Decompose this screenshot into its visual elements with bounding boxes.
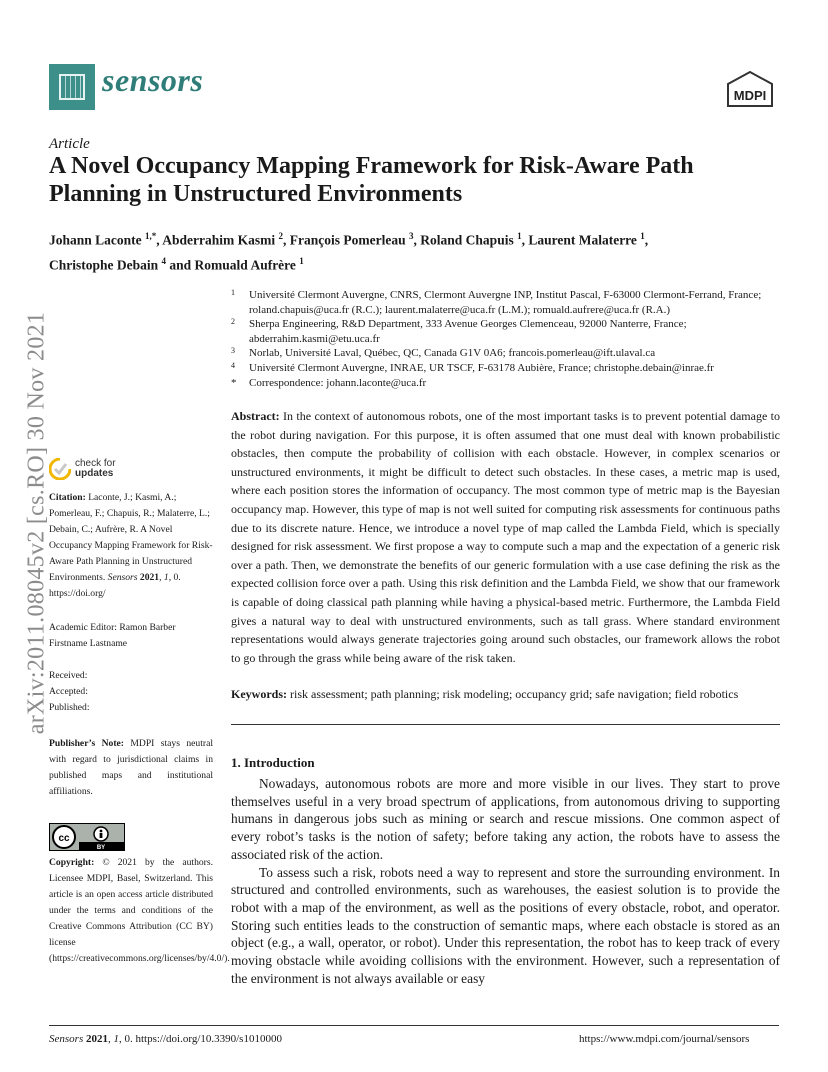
journal-logo-icon	[49, 64, 95, 110]
author-name: François Pomerleau	[289, 232, 406, 248]
affiliation-item	[231, 346, 791, 361]
academic-editor	[49, 620, 213, 652]
footer-year: 2021	[85, 1033, 108, 1045]
author-affiliation-mark: 4	[161, 255, 167, 266]
published-label: Published:	[49, 702, 90, 713]
keywords-text: risk assessment; path planning; risk modeling; occupancy grid; safe navigation; field robotics	[290, 687, 739, 701]
author-affiliation-mark: 1	[640, 231, 645, 241]
footer-doi: , 0. https://doi.org/10.3390/s1010000	[118, 1033, 282, 1045]
check-updates-line2: updates	[75, 468, 114, 479]
citation-volume: 1	[163, 572, 169, 583]
affiliation-item	[231, 361, 791, 376]
publisher-name: MDPI	[733, 88, 767, 103]
abstract-text: In the context of autonomous robots, one of the most important tasks is to prevent potential damage to the robot during navigation. For this purpose, it is often assumed that one must deal with known probabilistic obstacles, then compute the probability of collision with each obstacle. However, in complex scenarios or unstructured environments, it might be difficult to detect such obstacles. In these cases, a metric map is used, where each position stores the information of occupancy. The most common type of metric map is the Bayesian occupancy map. However, this type of map is not well suited for computing risk assessments for continuous paths due to its discrete nature. Hence, we introduce a novel type of map called the Lambda Field, which is specially designed for risk assessment. We first propose a way to compute such a map and the expectation of a generic risk over a path. Then, we demonstrate the benefits of our generic formulation with a use case defining the risk as the expected collision force over a path. Using this risk definition and the Lambda Field, we show that our framework is capable of doing classical path planning while having a physical-based metric. Furthermore, the Lambda Field gives a natural way to deal with unstructured environments, such as tall grass. Where standard environment representations would always generate trajectories going around such obstacles, our framework allows the robot to go through the grass while being aware of the risk taken.	[231, 409, 781, 665]
divider	[231, 724, 780, 725]
affiliation-item	[231, 288, 791, 317]
paragraph: To assess such a risk, robots need a way to represent and store the surrounding environment. In structured and controlled environments, such as warehouses, the easiest solution is to provide the robot with a map of the environment, as well as the positions of every obstacle, robot, and operator. Storing such entities leads to the construction of semantic maps, where each obstacle is stored as an object (e.g., a wall, operator, or robot). Under this representation, the robot has to keep track of every moving obstacle while avoiding collisions with the environment. However, such a representation of the environment is not always available or easy	[231, 864, 780, 986]
affiliation-text: Sherpa Engineering, R&D Department, 333 Avenue Georges Clemenceau, 92000 Nanterre, France; abderrahim.kasmi@etu.uca.fr	[249, 318, 687, 345]
author-list	[49, 226, 789, 275]
received-label: Received:	[49, 670, 88, 681]
author-name: Roland Chapuis	[420, 232, 514, 248]
body-text	[231, 775, 780, 987]
journal-url-link[interactable]: https://www.mdpi.com/journal/sensors	[579, 1033, 750, 1045]
author-separator: ,	[413, 232, 421, 248]
affiliation-text: Correspondence: johann.laconte@uca.fr	[249, 376, 427, 389]
affiliation-item	[231, 317, 791, 346]
citation-year: 2021	[139, 572, 160, 583]
academic-editor-line: Firstname Lastname	[49, 638, 128, 649]
footer-citation: Sensors 2021, 1, 0. https://doi.org/10.3390/s1010000	[49, 1033, 282, 1045]
keywords-label: Keywords:	[231, 687, 287, 701]
affiliation-mark: *	[231, 376, 237, 389]
paper-title: A Novel Occupancy Mapping Framework for Risk-Aware Path Planning in Unstructured Environments	[49, 153, 694, 207]
citation: Citation: Laconte, J.; Kasmi, A.; Pomerleau, F.; Chapuis, R.; Malaterre, L.; Debain, C.; Aufrère, R. A Novel Occupancy Mapping Framework for Risk-Aware Path Planning in Unstructured Environments. Sensors 2021, 1, 0. https://doi.org/	[49, 492, 213, 599]
license-badge-text: BY	[96, 845, 106, 851]
affiliation-mark: 4	[231, 360, 235, 370]
copyright-text: © 2021 by the authors. Licensee MDPI, Basel, Switzerland. This article is an open access article distributed under the terms and conditions of the Creative Commons Attribution (CC BY) license (https://creativecommons.org/licenses/by/4.0/).	[49, 857, 230, 964]
author-separator: ,	[283, 232, 290, 248]
publisher-note-text: MDPI stays neutral with regard to jurisdictional claims in published maps and institutional affiliations.	[49, 738, 213, 797]
author-separator: ,	[156, 232, 163, 248]
mdpi-logo-icon	[722, 70, 778, 110]
copyright-label: Copyright:	[49, 857, 95, 868]
author-separator: ,	[521, 232, 529, 248]
author-name: Laurent Malaterre	[528, 232, 637, 248]
accepted-label: Accepted:	[49, 686, 88, 697]
journal-name: sensors	[102, 62, 204, 98]
author-name: Romuald Aufrère	[194, 257, 296, 272]
footer-volume: 1	[113, 1033, 119, 1045]
author-affiliation-mark: 1,*	[145, 231, 157, 241]
affiliation-text: Université Clermont Auvergne, CNRS, Clermont Auvergne INP, Institut Pascal, F-63000 Clermont-Ferrand, France; roland.chapuis@uca.fr (R.C.); laurent.malaterre@uca.fr (L.M.); romuald.aufrere@uca.fr (R.A.)	[249, 289, 762, 316]
citation-tail: , 0. https://doi.org/	[49, 572, 181, 599]
academic-editor-line: Academic Editor: Ramon Barber	[49, 622, 176, 633]
dates	[49, 668, 213, 716]
publisher-note	[49, 736, 213, 800]
cc-by-license-icon[interactable]	[49, 823, 125, 851]
check-updates-icon	[49, 458, 71, 480]
author-separator: ,	[644, 232, 652, 248]
section-heading: 1. Introduction	[231, 755, 315, 770]
copyright	[49, 855, 230, 967]
author-separator: and	[166, 257, 195, 272]
author-affiliation-mark: 1	[299, 255, 304, 266]
citation-journal: Sensors	[107, 572, 138, 583]
check-for-updates-button[interactable]	[49, 458, 116, 480]
abstract-label: Abstract:	[231, 409, 280, 423]
affiliation-mark: 2	[231, 317, 235, 327]
article-type: Article	[49, 136, 90, 152]
author-name: Abderrahim Kasmi	[162, 232, 276, 248]
affiliation-text: Université Clermont Auvergne, INRAE, UR TSCF, F-63178 Aubière, France; christophe.debain@inrae.fr	[249, 361, 714, 374]
author-affiliation-mark: 1	[517, 231, 522, 241]
author-affiliation-mark: 3	[409, 231, 414, 241]
citation-label: Citation:	[49, 492, 86, 503]
citation-text: Laconte, J.; Kasmi, A.; Pomerleau, F.; Chapuis, R.; Malaterre, L.; Debain, C.; Aufrère, R. A Novel Occupancy Mapping Framework for Risk-Aware Path Planning in Unstructured Environments.	[49, 492, 213, 583]
author-name: Christophe Debain	[49, 257, 159, 272]
affiliation-mark: 3	[231, 346, 235, 356]
paragraph: Nowadays, autonomous robots are more and more visible in our lives. They start to prove themselves useful in a very broad spectrum of applications, from autonomous driving to supporting humans in dangerous jobs such as mining or search and rescue missions. One common aspect of every robot’s tasks is the notion of safety; before taking any action, the robots have to assess the associated risk of the action.	[231, 776, 780, 862]
author-affiliation-mark: 2	[278, 231, 284, 241]
abstract	[231, 407, 780, 667]
footer-journal: Sensors	[49, 1033, 84, 1045]
affiliation-item	[231, 376, 791, 391]
arxiv-id: arXiv:2011.08045v2 [cs.RO] 30 Nov 2021	[23, 311, 50, 735]
publisher-note-label: Publisher’s Note:	[49, 738, 124, 749]
footer-divider	[49, 1025, 779, 1026]
affiliation-mark: 1	[231, 288, 235, 297]
keywords	[231, 687, 780, 702]
affiliation-list	[231, 288, 791, 390]
svg-text:cc: cc	[58, 833, 70, 844]
author-name: Johann Laconte	[49, 232, 142, 248]
affiliation-text: Norlab, Université Laval, Québec, QC, Canada G1V 0A6; francois.pomerleau@ift.ulaval.ca	[249, 347, 656, 360]
check-updates-line1: check for	[75, 458, 116, 469]
